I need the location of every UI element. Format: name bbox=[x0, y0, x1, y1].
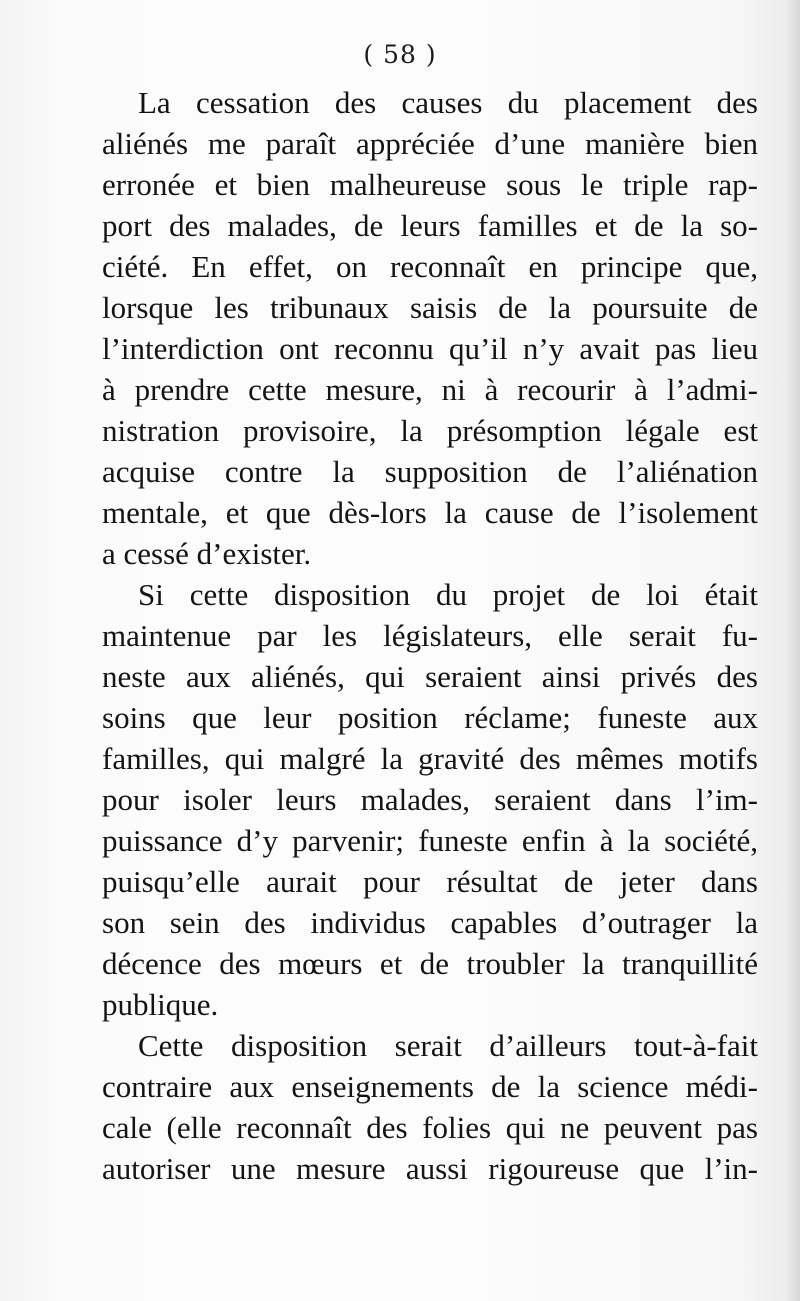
text-line: nistration provisoire, la présomption légale est bbox=[102, 413, 758, 448]
text-line: lorsque les tribunaux saisis de la poursuite de bbox=[102, 290, 758, 325]
text-line: familles, qui malgré la gravité des mêmes motifs bbox=[102, 741, 758, 776]
text-line: soins que leur position réclame; funeste aux bbox=[102, 700, 758, 735]
text-line: La cessation des causes du placement des bbox=[138, 85, 758, 120]
text-line: son sein des individus capables d’outrager la bbox=[102, 905, 758, 940]
text-line: Cette disposition serait d’ailleurs tout-à-fait bbox=[138, 1028, 758, 1063]
paragraph-2 bbox=[102, 574, 758, 1025]
text-line: a cessé d’exister. bbox=[102, 536, 312, 571]
text-line: cale (elle reconnaît des folies qui ne peuvent pas bbox=[102, 1110, 758, 1145]
text-line: mentale, et que dès-lors la cause de l’isolement bbox=[102, 495, 758, 530]
page-edge-shadow bbox=[786, 0, 800, 1301]
text-line: publique. bbox=[102, 987, 219, 1022]
text-line: acquise contre la supposition de l’aliénation bbox=[102, 454, 758, 489]
text-line: aliénés me paraît appréciée d’une manière bien bbox=[102, 126, 758, 161]
text-line: neste aux aliénés, qui seraient ainsi privés des bbox=[102, 659, 758, 694]
text-line: pour isoler leurs malades, seraient dans l’im- bbox=[102, 782, 758, 817]
text-line: autoriser une mesure aussi rigoureuse que l’in- bbox=[102, 1151, 758, 1186]
text-line: à prendre cette mesure, ni à recourir à l’admi- bbox=[102, 372, 758, 407]
text-line: maintenue par les législateurs, elle serait fu- bbox=[102, 618, 758, 653]
page-number: ( 58 ) bbox=[363, 40, 437, 69]
text-line: contraire aux enseignements de la science médi- bbox=[102, 1069, 758, 1104]
text-line: Si cette disposition du projet de loi était bbox=[138, 577, 758, 612]
text-line: erronée et bien malheureuse sous le triple rap- bbox=[102, 167, 758, 202]
paragraph-3 bbox=[102, 1025, 758, 1189]
text-line: port des malades, de leurs familles et de la so- bbox=[102, 208, 758, 243]
text-line: décence des mœurs et de troubler la tranquillité bbox=[102, 946, 758, 981]
text-line: ciété. En effet, on reconnaît en principe que, bbox=[102, 249, 758, 284]
text-line: puissance d’y parvenir; funeste enfin à la société, bbox=[102, 823, 758, 858]
body-text bbox=[102, 82, 758, 1189]
text-line: puisqu’elle aurait pour résultat de jeter dans bbox=[102, 864, 758, 899]
text-line: l’interdiction ont reconnu qu’il n’y avait pas lieu bbox=[102, 331, 758, 366]
paragraph-1 bbox=[102, 82, 758, 574]
